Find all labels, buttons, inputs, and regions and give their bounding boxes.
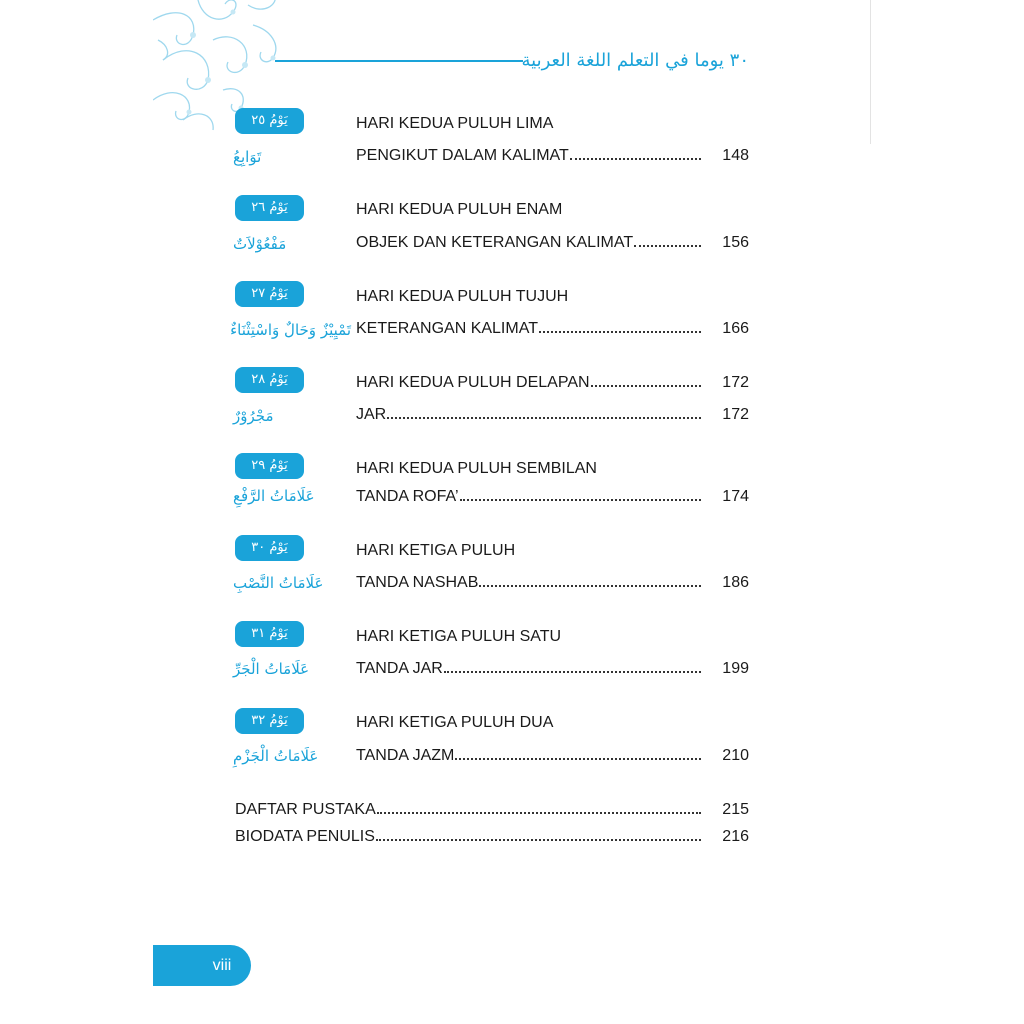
running-header-title: ٣٠ يوما في التعلم اللغة العربية [521, 50, 749, 71]
day-heading: HARI KETIGA PULUH DUA [356, 714, 554, 731]
toc-topic: TANDA JAZM [356, 747, 455, 764]
toc-line[interactable] [235, 826, 702, 848]
toc-line[interactable] [356, 745, 702, 767]
toc-topic: BIODATA PENULIS [235, 828, 375, 845]
arabic-topic-title: عَلَامَاتُ النَّصْبِ [233, 574, 324, 592]
toc-line[interactable] [356, 232, 702, 254]
arabic-topic-title: عَلَامَاتُ الْجَرِّ [233, 660, 310, 678]
toc-topic: JAR [356, 406, 387, 423]
arabic-topic-title: عَلَامَاتُ الرَّفْعِ [233, 487, 315, 505]
dot-leader [377, 811, 701, 814]
day-heading: HARI KEDUA PULUH SEMBILAN [356, 460, 597, 477]
day-badge: يَوْمُ ٢٧ [235, 281, 304, 307]
toc-topic: OBJEK DAN KETERANGAN KALIMAT [356, 234, 634, 251]
day-badge: يَوْمُ ٣٢ [235, 708, 304, 734]
toc-topic: PENGIKUT DALAM KALIMAT [356, 147, 569, 164]
toc-line[interactable] [356, 145, 702, 167]
day-heading: HARI KETIGA PULUH SATU [356, 628, 562, 645]
dot-leader [376, 838, 701, 841]
day-heading: HARI KEDUA PULUH ENAM [356, 201, 563, 218]
day-badge: يَوْمُ ٢٩ [235, 453, 304, 479]
toc-heading-line[interactable] [356, 372, 702, 394]
day-heading: HARI KEDUA PULUH DELAPAN [356, 374, 590, 391]
toc-line[interactable] [356, 572, 702, 594]
page-edge-rule [870, 0, 871, 144]
toc-line[interactable] [356, 404, 702, 426]
dot-leader [591, 384, 701, 387]
day-badge: يَوْمُ ٣١ [235, 621, 304, 647]
dot-leader [539, 330, 701, 333]
page-number: 210 [722, 747, 749, 764]
heading-page-number: 172 [722, 374, 749, 391]
toc-line[interactable] [356, 658, 702, 680]
toc-topic: DAFTAR PUSTAKA [235, 801, 376, 818]
dot-leader [455, 757, 701, 760]
page-number: 148 [722, 147, 749, 164]
arabic-topic-title: مَجْرُوْرٌ [233, 407, 274, 425]
toc-topic: KETERANGAN KALIMAT [356, 320, 538, 337]
footer-page-tab [153, 945, 251, 986]
page-number: 174 [722, 488, 749, 505]
arabic-topic-title: عَلَامَاتُ الْجَزْمِ [233, 747, 319, 765]
page-number: 156 [722, 234, 749, 251]
day-badge: يَوْمُ ٢٥ [235, 108, 304, 134]
page-number: 216 [722, 828, 749, 845]
toc-topic: TANDA JAR [356, 660, 443, 677]
page-number: 215 [722, 801, 749, 818]
arabic-topic-title: مَفْعُوْلاَتٌ [233, 235, 287, 253]
page-number: 199 [722, 660, 749, 677]
dot-leader [570, 157, 701, 160]
page-number: 172 [722, 406, 749, 423]
toc-topic: TANDA ROFA’ [356, 488, 459, 505]
book-page [153, 0, 871, 1024]
toc-line[interactable] [235, 799, 702, 821]
day-heading: HARI KEDUA PULUH LIMA [356, 115, 554, 132]
day-heading: HARI KEDUA PULUH TUJUH [356, 288, 569, 305]
toc-topic: TANDA NASHAB [356, 574, 479, 591]
day-badge: يَوْمُ ٢٨ [235, 367, 304, 393]
toc-line[interactable] [356, 318, 702, 340]
page-number: 166 [722, 320, 749, 337]
footer-page-number: viii [212, 957, 232, 974]
arabic-topic-title: تَوَابِعُ [233, 148, 262, 166]
day-badge: يَوْمُ ٢٦ [235, 195, 304, 221]
dot-leader [479, 584, 701, 587]
dot-leader [444, 670, 701, 673]
arabic-topic-title: تَمْيِيْزٌ وَحَالٌ وَاسْتِثْنَاءٌ [230, 321, 351, 339]
dot-leader [387, 416, 701, 419]
header-rule [275, 60, 523, 62]
toc-line[interactable] [356, 486, 702, 508]
day-heading: HARI KETIGA PULUH [356, 542, 516, 559]
dot-leader [460, 498, 701, 501]
page-number: 186 [722, 574, 749, 591]
dot-leader [634, 244, 701, 247]
day-badge: يَوْمُ ٣٠ [235, 535, 304, 561]
